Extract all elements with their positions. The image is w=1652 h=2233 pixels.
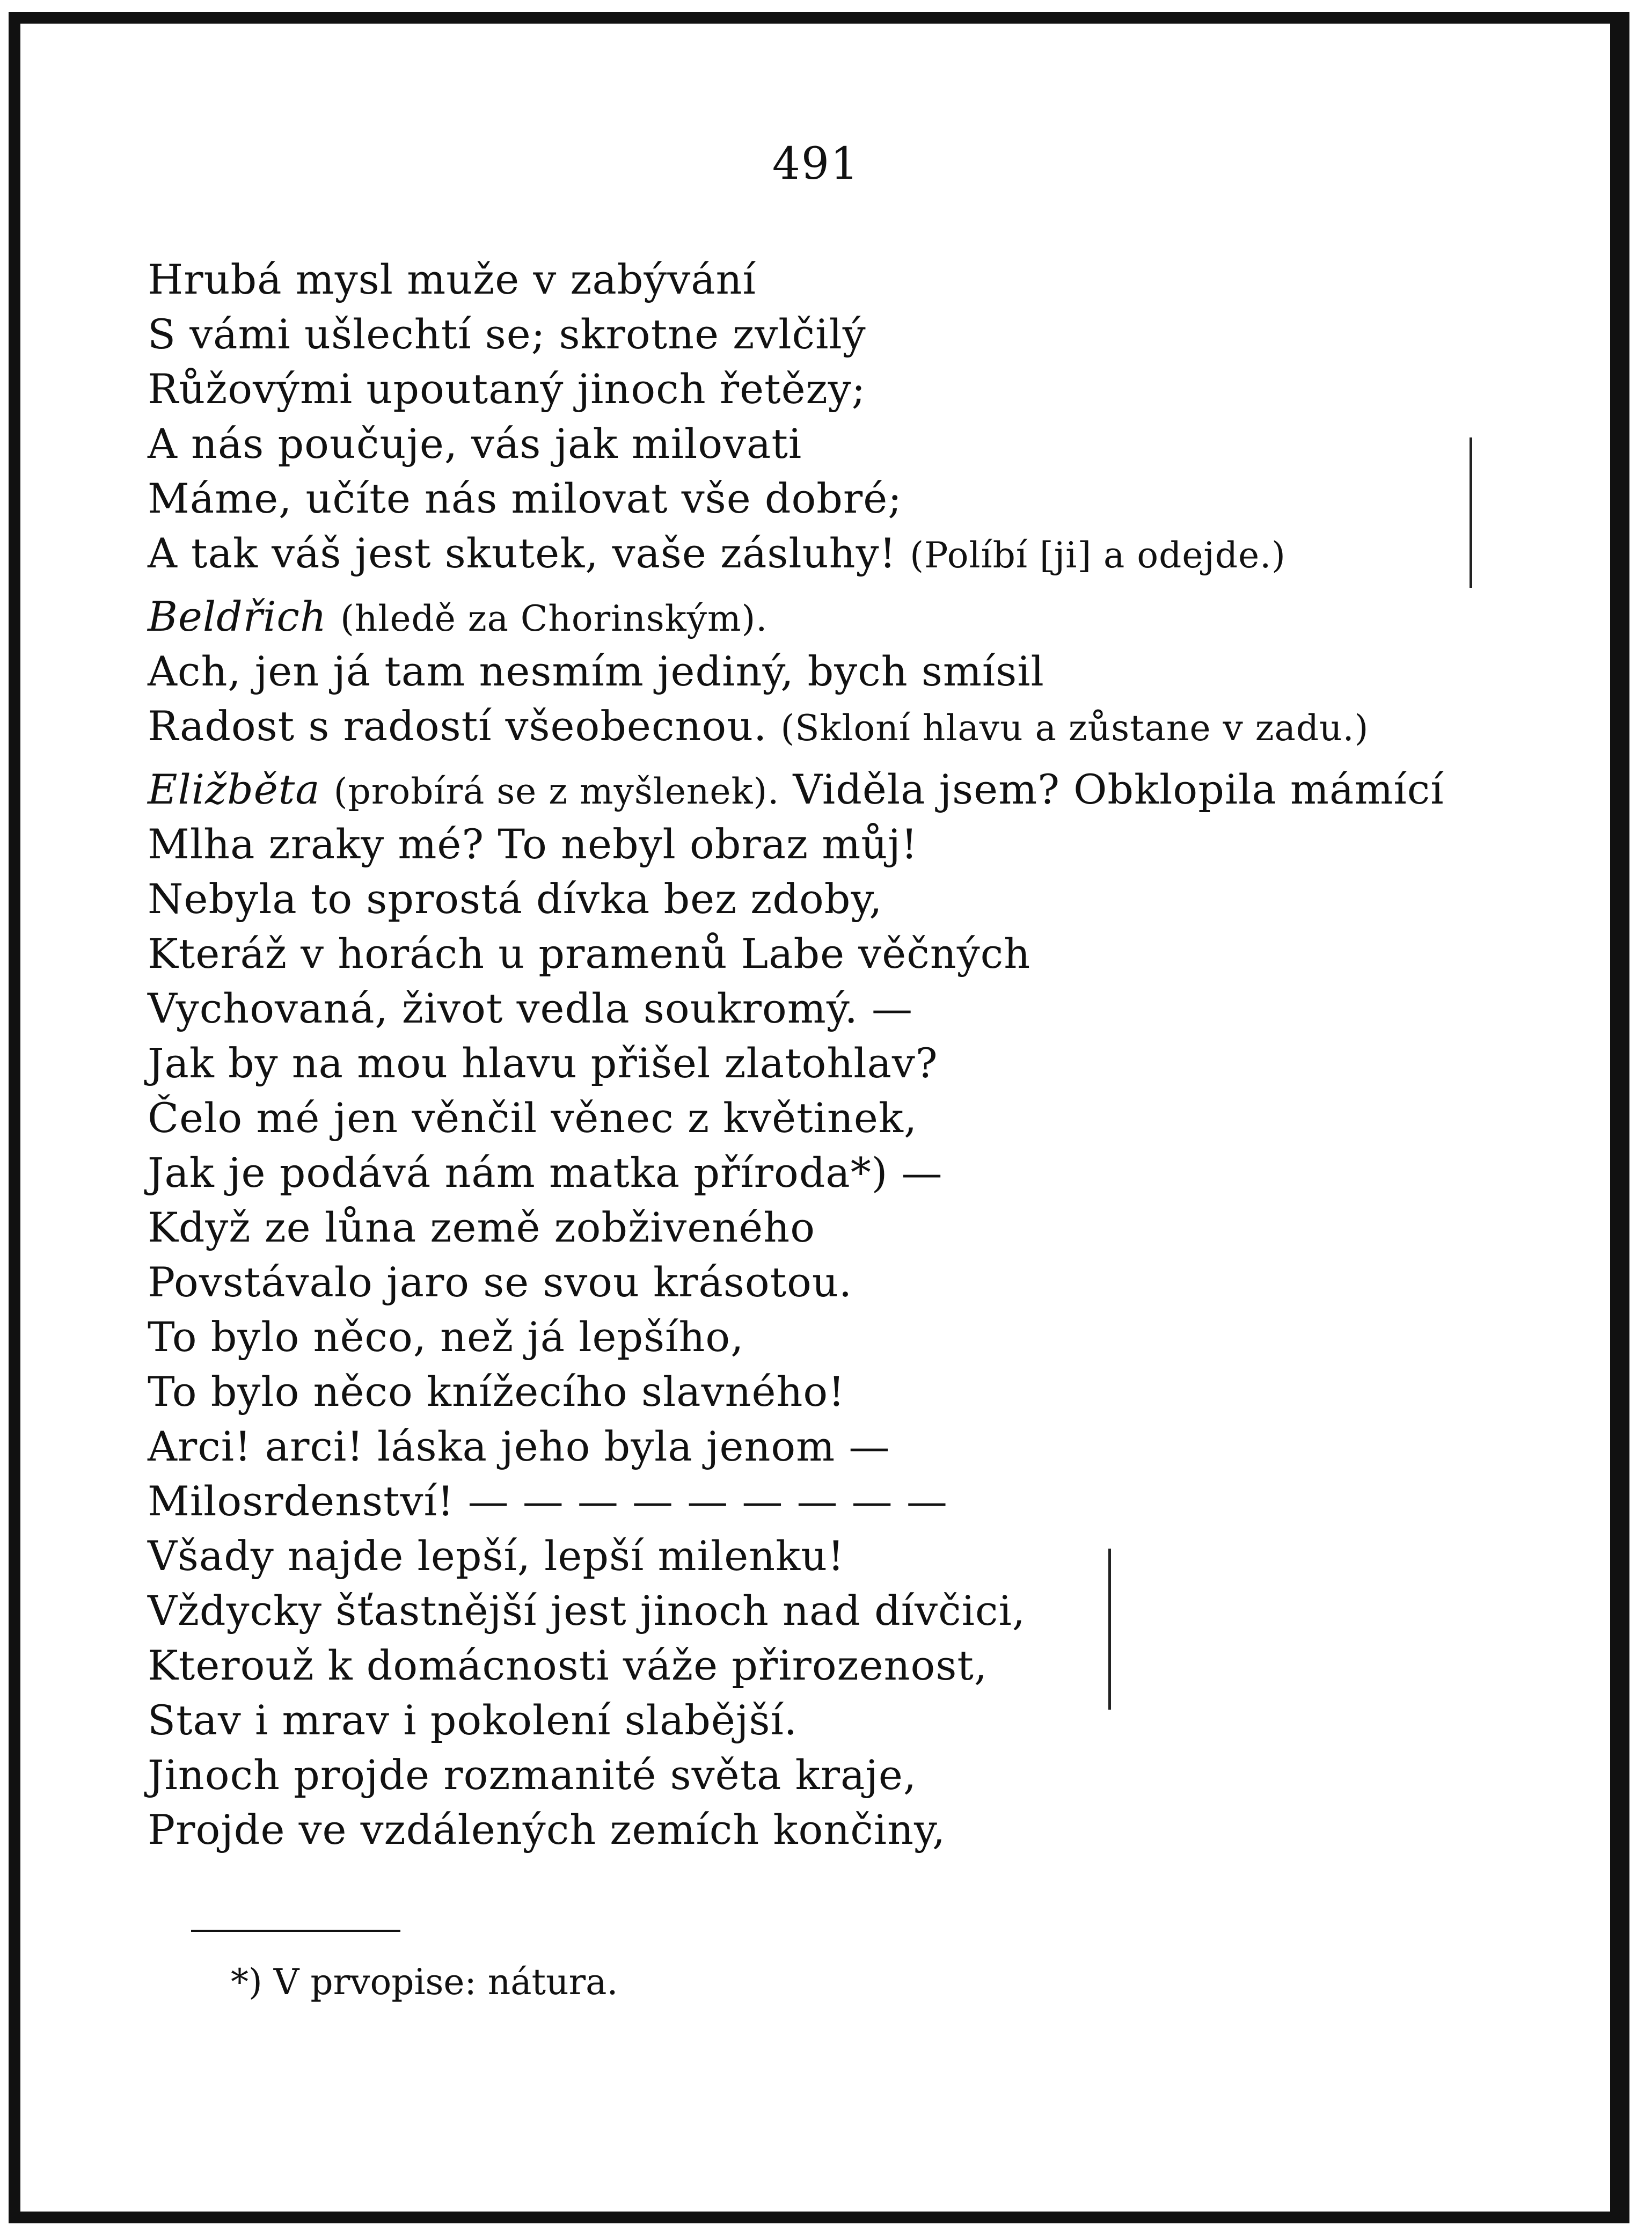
verse-line: Jak je podává nám matka příroda*) — [148, 1149, 943, 1196]
verse-text: A tak váš jest skutek, vaše zásluhy! [148, 529, 897, 577]
verse-line [148, 699, 1489, 754]
verse-text: Radost s radostí všeobecnou. [148, 702, 767, 750]
verse-line: A nás poučuje, vás jak milovati [148, 420, 802, 468]
stage-direction: (Políbí [ji] a odejde.) [910, 535, 1286, 576]
verse-line: Růžovými upoutaný jinoch řetězy; [148, 365, 866, 413]
verse-line: Kteráž v horách u pramenů Labe věčných [148, 930, 1031, 977]
stage-direction: (hledě za Chorinským). [340, 598, 768, 639]
verse-line: To bylo něco, než já lepšího, [148, 1313, 744, 1361]
verse-line: Mlha zraky mé? To nebyl obraz můj! [148, 820, 918, 868]
stage-direction: (probírá se z myšlenek). [333, 771, 780, 812]
verse-block [148, 252, 1489, 1857]
speaker-name: Beldřich [148, 593, 327, 640]
verse-line: Když ze lůna země zobživeného [148, 1203, 815, 1251]
verse-line: Čelo mé jen věnčil věnec z květinek, [148, 1094, 918, 1142]
verse-line: S vámi ušlechtí se; skrotne zvlčilý [148, 310, 866, 358]
verse-text: Viděla jsem? Obklopila mámící [793, 765, 1444, 813]
verse-line: Všady najde lepší, lepší milenku! [148, 1532, 845, 1580]
verse-line: Projde ve vzdálených zemích končiny, [148, 1806, 946, 1853]
speaker-line [148, 762, 1489, 817]
footnote-rule [191, 1930, 400, 1932]
verse-line: Milosrdenství! — — — — — — — — — [148, 1477, 948, 1525]
verse-line: Povstávalo jaro se svou krásotou. [148, 1258, 852, 1306]
verse-line: Ach, jen já tam nesmím jediný, bych smísil [148, 647, 1044, 695]
margin-bar [1108, 1549, 1111, 1710]
verse-line: Vychovaná, život vedla soukromý. — [148, 984, 913, 1032]
verse-line: Jak by na mou hlavu přišel zlatohlav? [148, 1039, 938, 1087]
verse-line: Nebyla to sprostá dívka bez zdoby, [148, 875, 883, 923]
verse-line: Kterouž k domácnosti váže přirozenost, [148, 1641, 988, 1689]
verse-line: To bylo něco knížecího slavného! [148, 1368, 845, 1415]
stage-direction: (Skloní hlavu a zůstane v zadu.) [780, 707, 1369, 749]
page-number: 491 [772, 138, 860, 189]
footnote: *) V prvopise: nátura. [231, 1961, 618, 2003]
verse-line: Vždycky šťastnější jest jinoch nad dívčici, [148, 1587, 1026, 1634]
verse-line: Hrubá mysl muže v zabývání [148, 256, 756, 303]
margin-bar [1470, 437, 1472, 588]
speaker-name: Eližběta [148, 765, 320, 813]
verse-line: Arci! arci! láska jeho byla jenom — [148, 1422, 890, 1470]
verse-line: Máme, učíte nás milovat vše dobré; [148, 475, 902, 522]
verse-line: Jinoch projde rozmanité světa kraje, [148, 1751, 917, 1799]
verse-line [148, 526, 1489, 581]
verse-line: Stav i mrav i pokolení slabější. [148, 1696, 798, 1744]
speaker-line [148, 589, 1489, 644]
